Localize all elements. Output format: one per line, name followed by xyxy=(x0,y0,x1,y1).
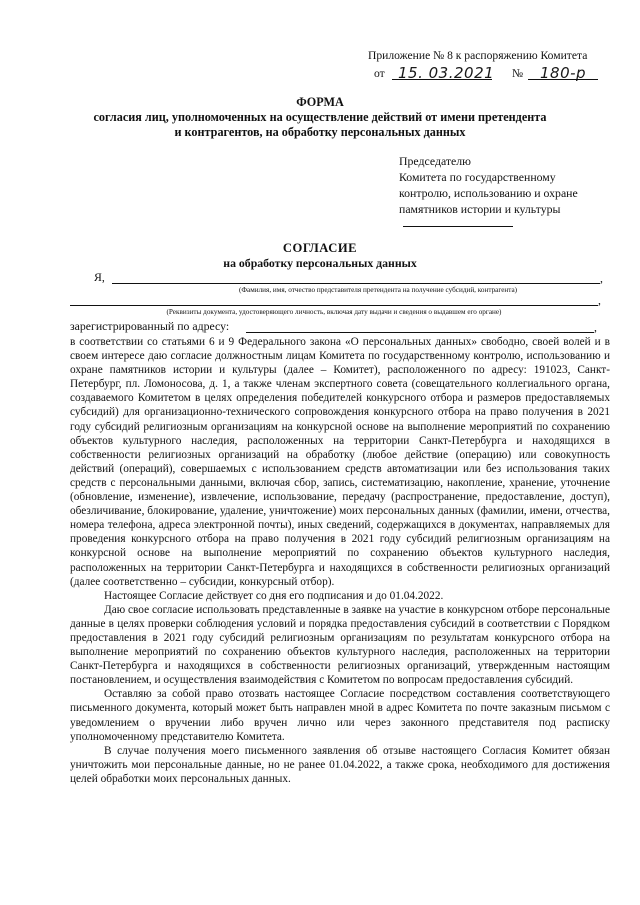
form-subtitle-line1: согласия лиц, уполномоченных на осуществление действий от имени претендента xyxy=(93,110,547,124)
form-subtitle-line2: и контрагентов, на обработку персональных данных xyxy=(174,125,466,139)
appendix-line: Приложение № 8 к распоряжению Комитета xyxy=(368,49,588,62)
addressee-line: памятников истории и культуры xyxy=(399,202,561,216)
document-page: Приложение № 8 к распоряжению Комитета от 15. 03.2021 № 180-р ФОРМА согласия лиц, уполномоченных на осуществление действий от имени претендента и контрагентов, на обработку персональных данных Председателю Комитета по государственному контролю, использованию и охране памятников истории и культуры СОГЛАСИЕ на обработку персональных данных Я, , (Фамилия, имя, отчество представителя претендента на получение субсидий, контрагента) , (Реквизиты документа, удостоверяющего личность, включая дату выдачи и сведения о выдавшем его органе) зарегистрированный по адресу: , в соответствии со статьями 6 и 9 Федерального закона «О персональных данных» свободно, своей волей и в своем интересе даю согласие должностным лицам Комитета по государственному контролю, использованию и охране памятников истории и культуры (далее – Комитет), расположенного по адресу: 191023, Санкт-Петербург, пл. Ломоносова, д. 1, а также членам экспертного совета (совещательного коллегиального органа, создаваемого Комитетом в целях определения победителей конкурсного отбора и размеров предоставляемых субсидий) для организационно-технического сопровождения конкурсного отбора на право получения в 2021 году субсидий религиозным организациям на конкурсной основе на выполнение мероприятий по сохранению объектов культурного наследия, расположенных на территории Санкт-Петербурга и находящихся в собственности религиозных организаций на обработку (любое действие (операцию) или совокупность действий (операций), совершаемых с использованием средств автоматизации или без использования таких средств с персональными данными, включая сбор, запись, систематизацию, накопление, хранение, уточнение (обновление, изменение), извлечение, использование, передачу (распространение, предоставление, доступ), обезличивание, блокирование, удаление, уничтожение) моих персональных данных (фамилии, имени, отчества, номера телефона, адреса электронной почты), иных сведений, содержащихся в документах, направляемых для проведения конкурсного отбора на право получения в 2021 году субсидий религиозным организациям на конкурсной основе на выполнение мероприятий по сохранению объектов культурного наследия, расположенных на территории Санкт-Петербурга и находящихся в собственности религиозных организаций (далее соответственно – субсидии, конкурсный отбор). Настоящее Согласие действует со дня его подписания и до 01.04.2022. Даю свое согласие использовать представленные в заявке на участие в конкурсном отборе персональные данные в целях проверки соблюдения условий и порядка предоставления субсидий в соответствии с Порядком предоставления в 2021 году субсидий религиозным организациям по результатам конкурсного отбора на выполнение мероприятий по сохранению объектов культурного наследия, расположенных на территории Санкт-Петербурга и находящихся в собственности религиозных организаций, утвержденным настоящим постановлением, и осуществления взаимодействия с Комитетом по вопросам предоставления субсидий. Оставляю за собой право отозвать настоящее Согласие посредством составления соответствующего письменного документа, который может быть направлен мной в адрес Комитета по почте заказным письмом с уведомлением о вручении либо вручен лично или через законного представителя под расписку уполномоченному представителю Комитета. В случае получения моего письменного заявления об отзыве настоящего Согласия Комитет обязан уничтожить мои персональные данные, но не ранее 01.04.2022, а также срока, необходимого для достижения целей обработки моих персональных данных. xyxy=(0,0,640,905)
body-paragraph: Оставляю за собой право отозвать настоящее Согласие посредством составления соответствующего письменного документа, который может быть направлен мной в адрес Комитета по почте заказным письмом с уведомлением о вручении либо вручен лично или через законного представителя под расписку уполномоченному представителю Комитета. xyxy=(70,688,610,743)
i-label: Я, xyxy=(94,270,105,284)
address-field-line[interactable] xyxy=(246,332,594,333)
date-underline xyxy=(392,79,492,80)
address-label: зарегистрированный по адресу: xyxy=(70,319,230,333)
addressee-line: контролю, использованию и охране xyxy=(399,186,578,200)
document-field-line[interactable] xyxy=(70,305,598,306)
name-caption: (Фамилия, имя, отчество представителя претендента на получение субсидий, контрагента) xyxy=(238,286,518,294)
body-paragraph: Настоящее Согласие действует со дня его подписания и до 01.04.2022. xyxy=(104,589,444,602)
body-paragraph: В случае получения моего письменного заявления об отзыве настоящего Согласия Комитет обязан уничтожить мои персональные данные, но не ранее 01.04.2022, а также срока, необходимого для достижения целей обработки моих персональных данных. xyxy=(70,744,610,785)
appendix-date-number xyxy=(368,64,630,82)
consent-subtitle: на обработку персональных данных xyxy=(223,256,417,270)
number-underline xyxy=(528,79,598,80)
handwritten-number: 180-р xyxy=(540,64,587,82)
handwritten-date: 15. 03.2021 xyxy=(398,64,495,82)
form-title: ФОРМА xyxy=(296,95,344,109)
number-label: № xyxy=(512,67,524,80)
addressee-line: Комитета по государственному xyxy=(399,170,556,184)
consent-body xyxy=(70,335,610,786)
body-paragraph: в соответствии со статьями 6 и 9 Федерального закона «О персональных данных» свободно, своей волей и в своем интересе даю согласие должностным лицам Комитета по государственному контролю, использованию и охране памятников истории и культуры (далее – Комитет), расположенного по адресу: 191023, Санкт-Петербург, пл. Ломоносова, д. 1, а также членам экспертного совета (совещательного коллегиального органа, создаваемого Комитетом в целях определения победителей конкурсного отбора и размеров предоставляемых субсидий) для организационно-технического сопровождения конкурсного отбора на право получения в 2021 году субсидий религиозным организациям на конкурсной основе на выполнение мероприятий по сохранению объектов культурного наследия, расположенных на территории Санкт-Петербурга и находящихся в собственности религиозных организаций на обработку (любое действие (операцию) или совокупность действий (операций), совершаемых с использованием средств автоматизации или без использования таких средств с персональными данными, включая сбор, запись, систематизацию, накопление, хранение, уточнение (обновление, изменение), извлечение, использование, передачу (распространение, предоставление, доступ), обезличивание, блокирование, удаление, уничтожение) моих персональных данных (фамилии, имени, отчества, номера телефона, адреса электронной почты), иных сведений, содержащихся в документах, направляемых для проведения конкурсного отбора на право получения в 2021 году субсидий религиозным организациям на конкурсной основе на выполнение мероприятий по сохранению объектов культурного наследия, расположенных на территории Санкт-Петербурга и находящихся в собственности религиозных организаций (далее соответственно – субсидии, конкурсный отбор). xyxy=(70,336,610,588)
consent-title: СОГЛАСИЕ xyxy=(282,241,358,255)
addressee-name-line xyxy=(403,226,513,227)
addressee-block xyxy=(399,153,629,217)
from-label: от xyxy=(374,67,385,80)
appendix-reference xyxy=(368,48,630,82)
name-field-line[interactable] xyxy=(112,283,600,284)
addressee-line: Председателю xyxy=(399,154,471,168)
body-paragraph: Даю свое согласие использовать представленные в заявке на участие в конкурсном отборе персональные данные в целях проверки соблюдения условий и порядка предоставления субсидий в соответствии с Порядком предоставления в 2021 году субсидий религиозным организациям по результатам конкурсного отбора на выполнение мероприятий по сохранению объектов культурного наследия, расположенных на территории Санкт-Петербурга и находящихся в собственности религиозных организаций, утвержденным настоящим постановлением, и осуществления взаимодействия с Комитетом по вопросам предоставления субсидий. xyxy=(70,603,610,687)
document-caption: (Реквизиты документа, удостоверяющего личность, включая дату выдачи и сведения о выдавшем его органе) xyxy=(166,308,502,316)
